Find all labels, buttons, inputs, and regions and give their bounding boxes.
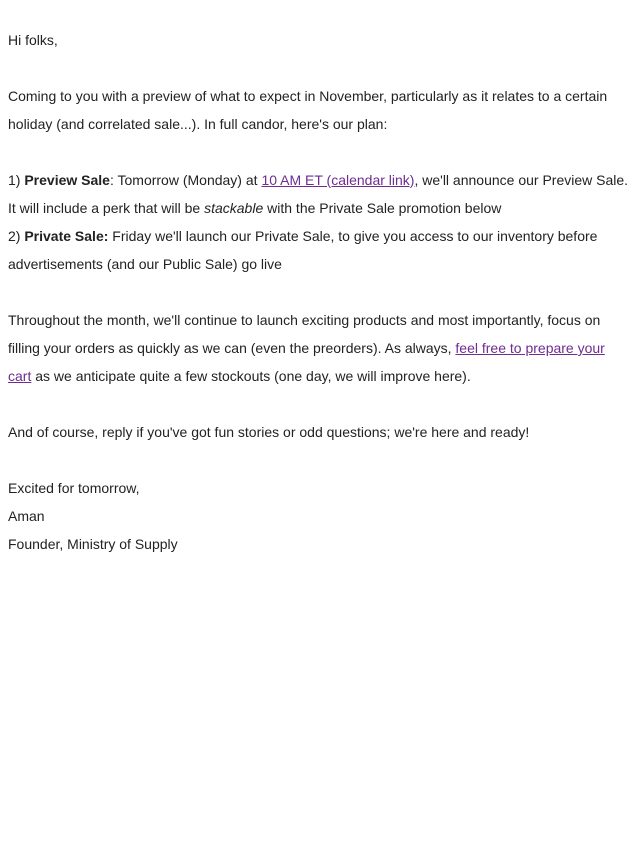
spacer: [8, 54, 632, 82]
item-number: 1): [8, 172, 25, 188]
reply-line: And of course, reply if you've got fun stories or odd questions; we're here and ready!: [8, 424, 530, 440]
preview-sale-text-end: , we'll announce our Preview Sale.: [414, 172, 629, 188]
spacer: [8, 446, 632, 474]
private-sale-text: Friday we'll launch our Private Sale, to give you access to our inventory before: [108, 228, 598, 244]
sender-title: Founder, Ministry of Supply: [8, 536, 178, 552]
private-sale-line-2: advertisements (and our Public Sale) go live: [8, 256, 282, 272]
intro-line-2: holiday (and correlated sale...). In full candor, here's our plan:: [8, 116, 388, 132]
spacer: [8, 390, 632, 418]
prepare-cart-link-cont[interactable]: cart: [8, 368, 32, 384]
private-sale-title: Private Sale:: [24, 228, 109, 244]
preview-sale-text: : Tomorrow (Monday) at: [109, 172, 262, 188]
throughout-text: filling your orders as quickly as we can (even the preorders). As always,: [8, 340, 456, 356]
throughout-line-2: [8, 334, 632, 362]
preview-sale-line-2: [8, 194, 632, 222]
greeting: Hi folks,: [8, 32, 58, 48]
stockouts-text: as we anticipate quite a few stockouts (one day, we will improve here).: [31, 368, 471, 384]
preview-sale-line: [8, 166, 632, 194]
signoff: Excited for tomorrow,: [8, 480, 140, 496]
throughout-line-3: [8, 362, 632, 390]
stackable-emphasis: stackable: [204, 200, 264, 216]
private-sale-line: [8, 222, 632, 250]
spacer: [8, 138, 632, 166]
sender-name: Aman: [8, 508, 45, 524]
throughout-line-1: Throughout the month, we'll continue to launch exciting products and most importantly, focus on: [8, 312, 601, 328]
calendar-link[interactable]: 10 AM ET (calendar link): [261, 172, 415, 188]
spacer: [8, 278, 632, 306]
preview-sale-title: Preview Sale: [24, 172, 110, 188]
item-number: 2): [8, 228, 25, 244]
perk-text: It will include a perk that will be: [8, 200, 205, 216]
intro-line-1: Coming to you with a preview of what to expect in November, particularly as it relates to a certain: [8, 88, 608, 104]
perk-text-end: with the Private Sale promotion below: [263, 200, 502, 216]
prepare-cart-link[interactable]: feel free to prepare your: [455, 340, 605, 356]
